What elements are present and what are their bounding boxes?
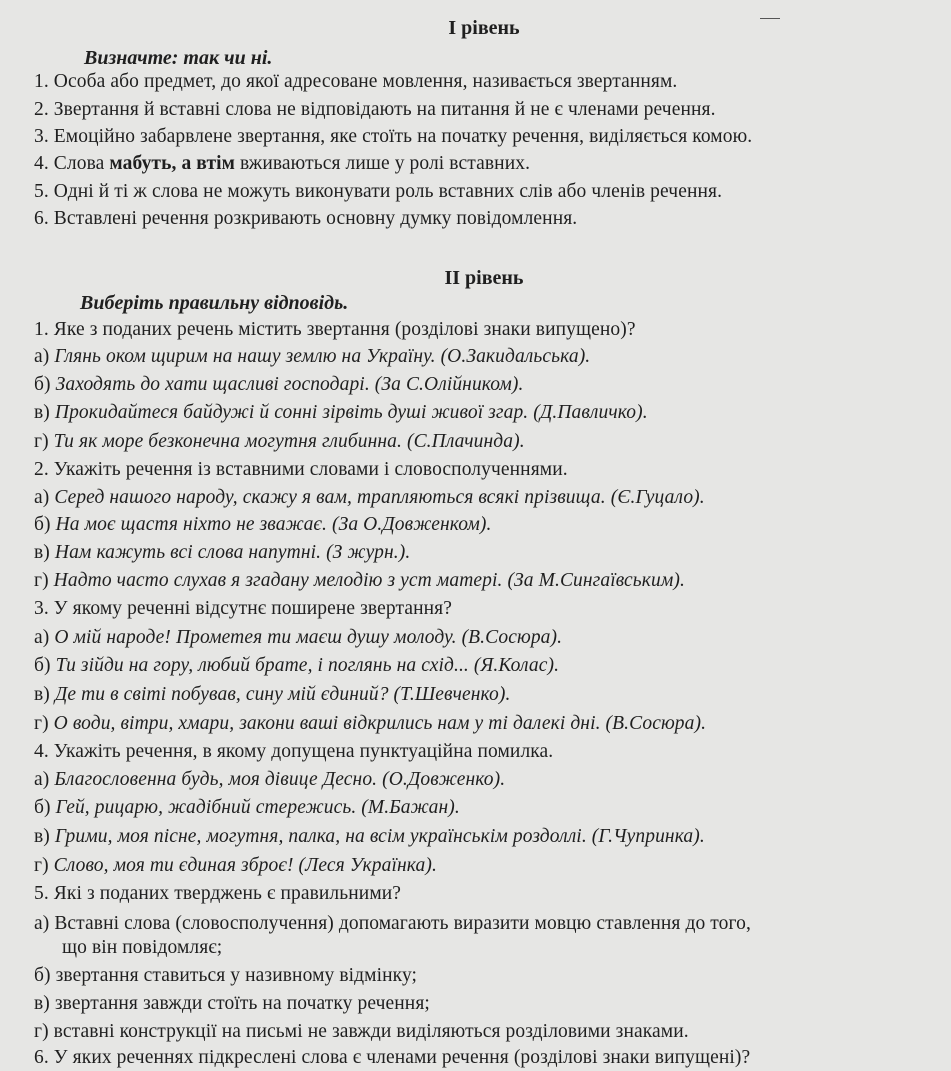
option-letter: в) xyxy=(34,542,55,563)
option-letter: а) xyxy=(34,487,55,508)
level-2-instruction: Виберіть правильну відповідь. xyxy=(80,292,349,314)
q4-option-c xyxy=(34,826,705,848)
option-text: Нам кажуть всі слова напутні. (З журн.). xyxy=(54,542,411,563)
margin-mark xyxy=(760,18,780,19)
option-text: На моє щастя ніхто не зважає. (За О.Довженком). xyxy=(55,514,492,535)
option-letter: в) xyxy=(34,826,55,847)
option-text: Гей, рицарю, жадібний стережись. (М.Бажан). xyxy=(55,797,460,818)
option-text: Надто часто слухав я згадану мелодію з уст матері. (За М.Сингаївським). xyxy=(53,570,685,591)
option-text: Серед нашого народу, скажу я вам, трапляються всякі прізвища. (Є.Гуцало). xyxy=(54,487,705,508)
option-letter: в) xyxy=(34,402,55,423)
statement-6: 6. Вставлені речення розкривають основну думку повідомлення. xyxy=(34,208,578,229)
statement-2: 2. Звертання й вставні слова не відповідають на питання й не є членами речення. xyxy=(34,99,716,120)
statement-3: 3. Емоційно забарвлене звертання, яке стоїть на початку речення, виділяється комою. xyxy=(34,126,753,147)
option-text: Ти зійди на гору, любий брате, і поглянь на схід... (Я.Колас). xyxy=(55,655,560,676)
q1-option-a xyxy=(34,346,590,368)
option-text: О води, вітри, хмари, закони ваші відкрились нам у ті далекі дні. (В.Сосюра). xyxy=(53,713,707,734)
option-text: О мій народе! Прометея ти маєш душу молоду. (В.Сосюра). xyxy=(54,627,563,648)
q3-option-d xyxy=(34,713,706,735)
question-4: 4. Укажіть речення, в якому допущена пунктуаційна помилка. xyxy=(34,741,554,762)
statement-4-bold: мабуть, а втім xyxy=(109,153,236,174)
q2-option-b xyxy=(34,514,491,536)
level-2-title: II рівень xyxy=(444,267,524,289)
q5-option-a-line1: а) Вставні слова (словосполучення) допомагають виразити мовцю ставлення до того, xyxy=(34,913,751,934)
option-text: Прокидайтеся байдужі й сонні зірвіть душі живої згар. (Д.Павличко). xyxy=(54,402,648,423)
option-text: Ти як море безконечна могутня глибинна. (С.Плачинда). xyxy=(53,431,525,452)
option-letter: б) xyxy=(34,514,56,535)
q3-option-b xyxy=(34,655,559,677)
option-letter: г) xyxy=(34,855,54,876)
question-5: 5. Які з поданих тверджень є правильними? xyxy=(34,883,402,904)
option-letter: б) xyxy=(34,655,56,676)
option-letter: в) xyxy=(34,684,55,705)
option-letter: б) xyxy=(34,797,56,818)
option-text: Слово, моя ти єдиная зброє! (Леся Українка). xyxy=(53,855,437,876)
q3-option-c xyxy=(34,684,510,706)
q2-option-c xyxy=(34,542,410,564)
option-text: Де ти в світі побував, сину мій єдиний? (Т.Шевченко). xyxy=(54,684,511,705)
level-1-instruction: Визначте: так чи ні. xyxy=(84,47,273,69)
option-letter: г) xyxy=(34,570,54,591)
question-2: 2. Укажіть речення із вставними словами і словосполученнями. xyxy=(34,459,568,480)
option-text: Грими, моя пісне, могутня, палка, на всім українськім роздоллі. (Г.Чупринка). xyxy=(54,826,705,847)
statement-1: 1. Особа або предмет, до якої адресоване мовлення, називається звертанням. xyxy=(34,71,678,92)
question-3: 3. У якому реченні відсутнє поширене звертання? xyxy=(34,598,452,619)
option-text: Благословенна будь, моя дівице Десно. (О.Довженко). xyxy=(54,769,506,790)
option-letter: а) xyxy=(34,627,55,648)
level-1-title: I рівень xyxy=(448,17,520,39)
option-letter: г) xyxy=(34,431,54,452)
statement-4-post: вживаються лише у ролі вставних. xyxy=(235,153,531,174)
q1-option-c xyxy=(34,402,648,424)
q5-option-b: б) звертання ставиться у називному відмінку; xyxy=(34,965,418,986)
q2-option-a xyxy=(34,487,705,509)
question-1: 1. Яке з поданих речень містить звертання (розділові знаки випущено)? xyxy=(34,319,636,340)
q5-option-d: г) вставні конструкції на письмі не завжди виділяються розділовими знаками. xyxy=(34,1021,689,1042)
option-text: Глянь оком щирим на нашу землю на Україну. (О.Закидальська). xyxy=(54,346,591,367)
option-letter: а) xyxy=(34,769,55,790)
option-letter: а) xyxy=(34,346,55,367)
q5-option-c: в) звертання завжди стоїть на початку речення; xyxy=(34,993,430,1014)
q4-option-d xyxy=(34,855,437,877)
q4-option-b xyxy=(34,797,460,819)
q3-option-a xyxy=(34,627,562,649)
option-letter: г) xyxy=(34,713,54,734)
statement-4-pre: 4. Слова xyxy=(34,153,110,174)
q2-option-d xyxy=(34,570,685,592)
statement-5: 5. Одні й ті ж слова не можуть виконувати роль вставних слів або членів речення. xyxy=(34,181,723,202)
option-text: Заходять до хати щасливі господарі. (За С.Олійником). xyxy=(55,374,524,395)
question-6: 6. У яких реченнях підкреслені слова є членами речення (розділові знаки випущені)? xyxy=(34,1047,751,1068)
option-letter: б) xyxy=(34,374,56,395)
q4-option-a xyxy=(34,769,505,791)
statement-4 xyxy=(34,153,530,175)
q1-option-b xyxy=(34,374,524,396)
q5-option-a-line2: що він повідомляє; xyxy=(62,937,223,958)
q1-option-d xyxy=(34,431,525,453)
